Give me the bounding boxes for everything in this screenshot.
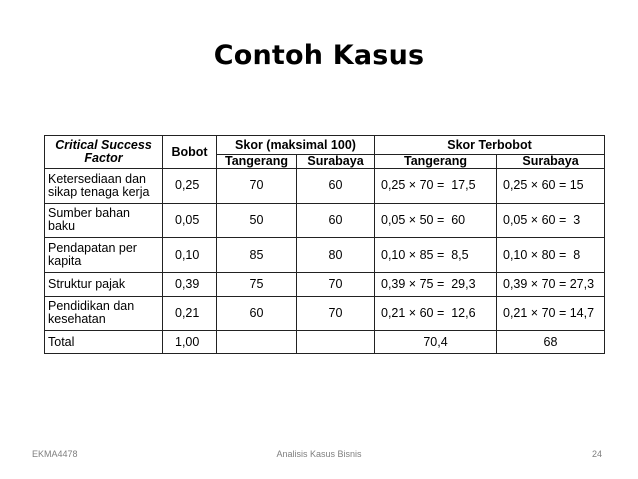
terbobot-tangerang-cell: 0,25 × 70 = 17,5 [375,169,497,204]
table-row [45,272,605,296]
header-skor-tangerang: Tangerang [217,155,297,169]
footer-course-title: Analisis Kasus Bisnis [276,449,362,459]
bobot-cell: 0,21 [163,296,217,331]
terbobot-surabaya-cell: 0,05 × 60 = 3 [497,203,605,238]
skor-tangerang-cell: 70 [217,169,297,204]
header-skor: Skor (maksimal 100) [217,136,375,155]
case-table-container [44,135,604,354]
total-bobot-cell: 1,00 [163,331,217,354]
terbobot-surabaya-cell: 0,21 × 70 = 14,7 [497,296,605,331]
terbobot-surabaya-cell: 0,10 × 80 = 8 [497,238,605,273]
terbobot-tangerang-cell: 0,39 × 75 = 29,3 [375,272,497,296]
terbobot-tangerang-cell: 0,21 × 60 = 12,6 [375,296,497,331]
header-row-1 [45,136,605,155]
total-row [45,331,605,354]
bobot-cell: 0,39 [163,272,217,296]
factor-cell: Ketersediaan dan sikap tenaga kerja [45,169,163,204]
skor-surabaya-cell: 70 [297,272,375,296]
factor-cell: Pendapatan per kapita [45,238,163,273]
total-skor-surabaya-cell [297,331,375,354]
total-skor-tangerang-cell [217,331,297,354]
case-table [44,135,605,354]
header-skor-surabaya: Surabaya [297,155,375,169]
table-row [45,203,605,238]
header-critical-success-factor: Critical Success Factor [45,136,163,169]
skor-surabaya-cell: 70 [297,296,375,331]
skor-tangerang-cell: 60 [217,296,297,331]
header-terbobot-tangerang: Tangerang [375,155,497,169]
page-number: 24 [591,449,602,459]
skor-surabaya-cell: 80 [297,238,375,273]
bobot-cell: 0,05 [163,203,217,238]
skor-tangerang-cell: 75 [217,272,297,296]
header-bobot: Bobot [163,136,217,169]
skor-surabaya-cell: 60 [297,169,375,204]
header-skor-terbobot: Skor Terbobot [375,136,605,155]
table-row [45,296,605,331]
total-terbobot-surabaya-cell: 68 [497,331,605,354]
terbobot-tangerang-cell: 0,10 × 85 = 8,5 [375,238,497,273]
terbobot-surabaya-cell: 0,39 × 70 = 27,3 [497,272,605,296]
table-row [45,238,605,273]
skor-surabaya-cell: 60 [297,203,375,238]
bobot-cell: 0,25 [163,169,217,204]
factor-cell: Pendidikan dan kesehatan [45,296,163,331]
slide-title: Contoh Kasus [213,40,425,71]
table-row [45,169,605,204]
total-label-cell: Total [45,331,163,354]
skor-tangerang-cell: 50 [217,203,297,238]
header-terbobot-surabaya: Surabaya [497,155,605,169]
terbobot-tangerang-cell: 0,05 × 50 = 60 [375,203,497,238]
factor-cell: Struktur pajak [45,272,163,296]
factor-cell: Sumber bahan baku [45,203,163,238]
footer-course-code: EKMA4478 [32,449,78,459]
skor-tangerang-cell: 85 [217,238,297,273]
terbobot-surabaya-cell: 0,25 × 60 = 15 [497,169,605,204]
total-terbobot-tangerang-cell: 70,4 [375,331,497,354]
bobot-cell: 0,10 [163,238,217,273]
